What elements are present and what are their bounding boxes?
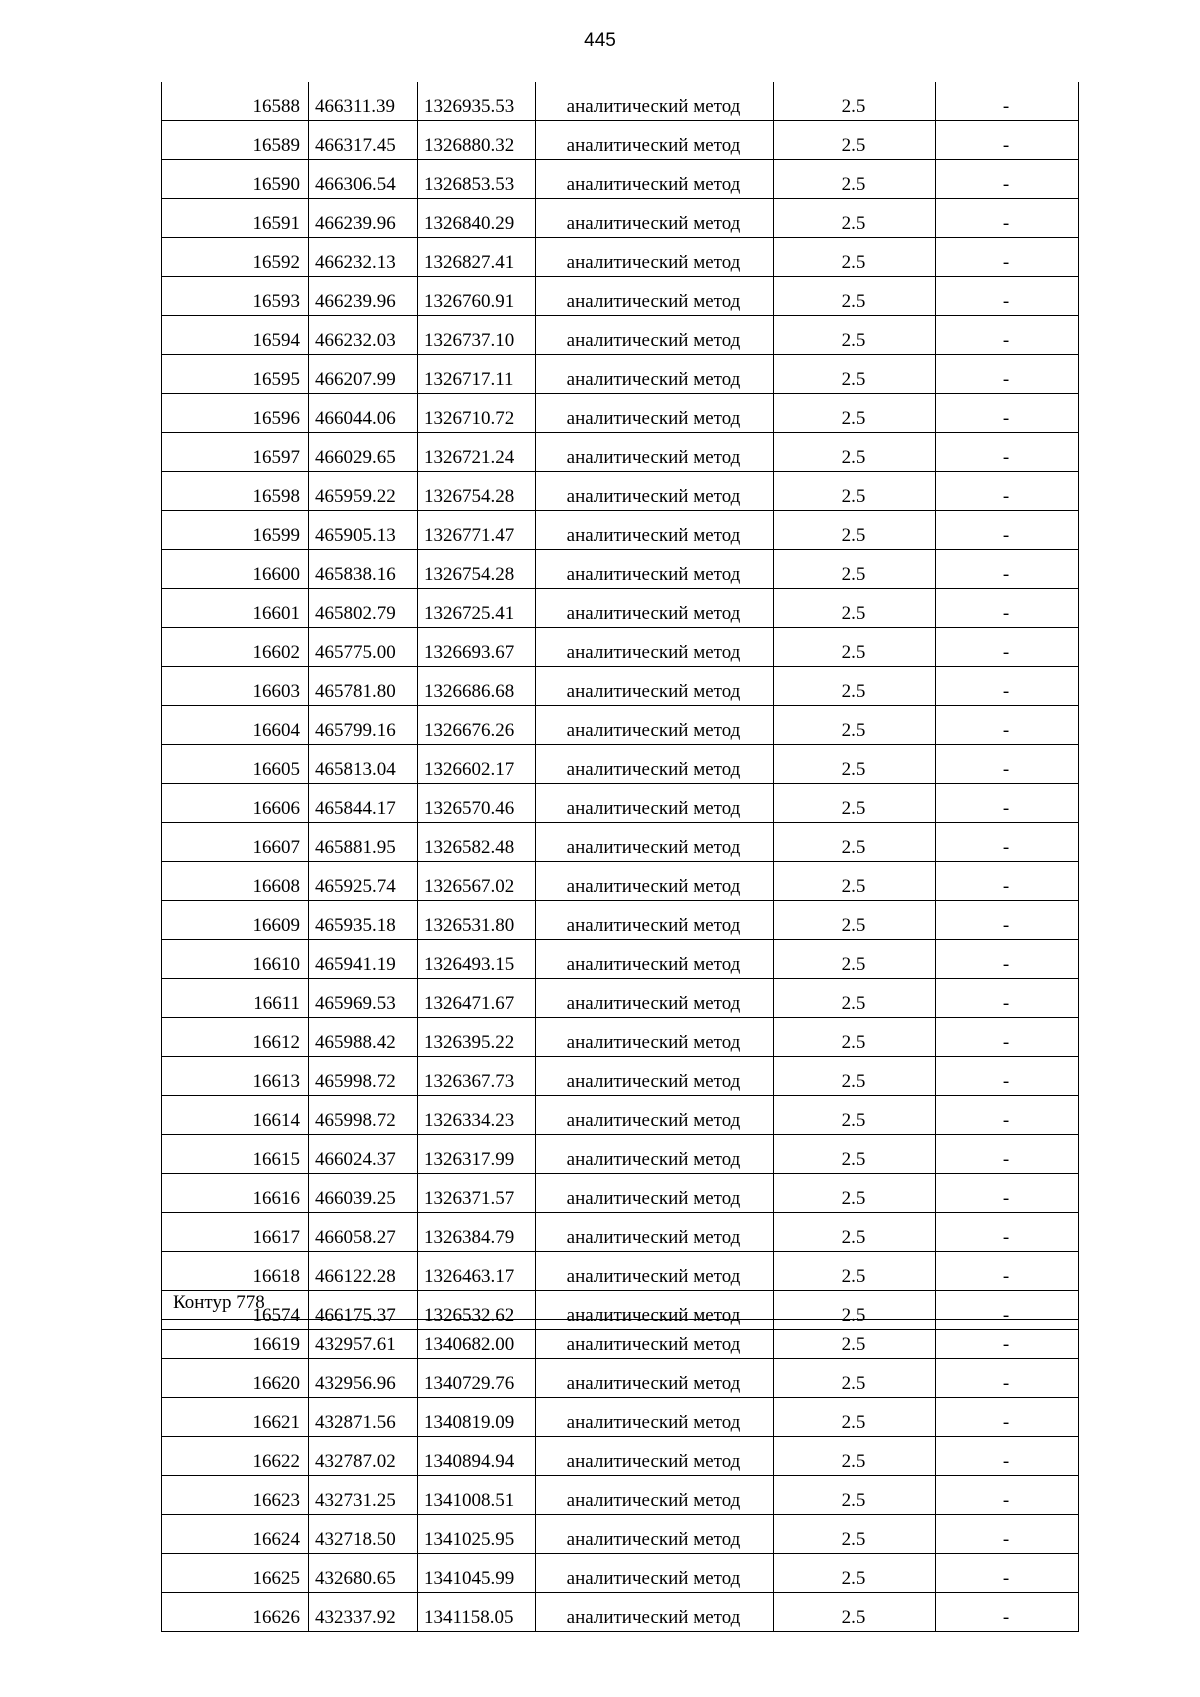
error-cell: 2.5 [774, 1593, 936, 1632]
table-row [162, 1018, 1079, 1057]
error-cell: 2.5 [774, 199, 936, 238]
method-cell: аналитический метод [536, 1291, 774, 1330]
method-cell: аналитический метод [536, 823, 774, 862]
table-row [162, 1213, 1079, 1252]
x-coordinate-cell: 465998.72 [309, 1057, 418, 1096]
method-cell: аналитический метод [536, 784, 774, 823]
method-cell: аналитический метод [536, 316, 774, 355]
method-cell: аналитический метод [536, 1320, 774, 1359]
point-number-cell: 16623 [162, 1476, 309, 1515]
table-row [162, 1515, 1079, 1554]
table-row [162, 199, 1079, 238]
note-cell: - [936, 1135, 1079, 1174]
method-cell: аналитический метод [536, 160, 774, 199]
method-cell: аналитический метод [536, 589, 774, 628]
error-cell: 2.5 [774, 355, 936, 394]
note-cell: - [936, 823, 1079, 862]
note-cell: - [936, 1554, 1079, 1593]
table-row [162, 472, 1079, 511]
method-cell: аналитический метод [536, 238, 774, 277]
y-coordinate-cell: 1326395.22 [418, 1018, 536, 1057]
point-number-cell: 16594 [162, 316, 309, 355]
table-row [162, 1135, 1079, 1174]
y-coordinate-cell: 1326567.02 [418, 862, 536, 901]
table-row [162, 823, 1079, 862]
point-number-cell: 16590 [162, 160, 309, 199]
x-coordinate-cell: 466024.37 [309, 1135, 418, 1174]
error-cell: 2.5 [774, 940, 936, 979]
point-number-cell: 16600 [162, 550, 309, 589]
y-coordinate-cell: 1326676.26 [418, 706, 536, 745]
y-coordinate-cell: 1326754.28 [418, 550, 536, 589]
y-coordinate-cell: 1326754.28 [418, 472, 536, 511]
x-coordinate-cell: 432787.02 [309, 1437, 418, 1476]
y-coordinate-cell: 1326880.32 [418, 121, 536, 160]
point-number-cell: 16607 [162, 823, 309, 862]
note-cell: - [936, 1174, 1079, 1213]
error-cell: 2.5 [774, 706, 936, 745]
error-cell: 2.5 [774, 82, 936, 121]
table-row [162, 628, 1079, 667]
note-cell: - [936, 121, 1079, 160]
method-cell: аналитический метод [536, 1437, 774, 1476]
note-cell: - [936, 862, 1079, 901]
x-coordinate-cell: 432956.96 [309, 1359, 418, 1398]
y-coordinate-cell: 1326371.57 [418, 1174, 536, 1213]
point-number-cell: 16619 [162, 1320, 309, 1359]
y-coordinate-cell: 1340682.00 [418, 1320, 536, 1359]
method-cell: аналитический метод [536, 1359, 774, 1398]
coordinates-table [161, 82, 1079, 1330]
point-number-cell: 16593 [162, 277, 309, 316]
x-coordinate-cell: 466311.39 [309, 82, 418, 121]
note-cell: - [936, 706, 1079, 745]
point-number-cell: 16605 [162, 745, 309, 784]
point-number-cell: 16599 [162, 511, 309, 550]
note-cell: - [936, 199, 1079, 238]
method-cell: аналитический метод [536, 82, 774, 121]
table-row [162, 1096, 1079, 1135]
method-cell: аналитический метод [536, 1213, 774, 1252]
y-coordinate-cell: 1326602.17 [418, 745, 536, 784]
point-number-cell: 16606 [162, 784, 309, 823]
method-cell: аналитический метод [536, 1515, 774, 1554]
method-cell: аналитический метод [536, 199, 774, 238]
point-number-cell: 16604 [162, 706, 309, 745]
y-coordinate-cell: 1326317.99 [418, 1135, 536, 1174]
x-coordinate-cell: 432718.50 [309, 1515, 418, 1554]
x-coordinate-cell: 465881.95 [309, 823, 418, 862]
method-cell: аналитический метод [536, 979, 774, 1018]
error-cell: 2.5 [774, 1398, 936, 1437]
error-cell: 2.5 [774, 238, 936, 277]
y-coordinate-cell: 1326935.53 [418, 82, 536, 121]
note-cell: - [936, 901, 1079, 940]
y-coordinate-cell: 1326737.10 [418, 316, 536, 355]
y-coordinate-cell: 1341045.99 [418, 1554, 536, 1593]
x-coordinate-cell: 465998.72 [309, 1096, 418, 1135]
x-coordinate-cell: 465988.42 [309, 1018, 418, 1057]
point-number-cell: 16592 [162, 238, 309, 277]
table-row [162, 1057, 1079, 1096]
table-row [162, 550, 1079, 589]
table-row [162, 160, 1079, 199]
point-number-cell: 16624 [162, 1515, 309, 1554]
note-cell: - [936, 1291, 1079, 1330]
table-row [162, 745, 1079, 784]
table-row [162, 1359, 1079, 1398]
error-cell: 2.5 [774, 1320, 936, 1359]
error-cell: 2.5 [774, 823, 936, 862]
point-number-cell: 16591 [162, 199, 309, 238]
y-coordinate-cell: 1340894.94 [418, 1437, 536, 1476]
note-cell: - [936, 1057, 1079, 1096]
x-coordinate-cell: 466029.65 [309, 433, 418, 472]
x-coordinate-cell: 465838.16 [309, 550, 418, 589]
method-cell: аналитический метод [536, 1057, 774, 1096]
point-number-cell: 16589 [162, 121, 309, 160]
y-coordinate-cell: 1326827.41 [418, 238, 536, 277]
y-coordinate-cell: 1326463.17 [418, 1252, 536, 1291]
x-coordinate-cell: 465844.17 [309, 784, 418, 823]
error-cell: 2.5 [774, 1291, 936, 1330]
point-number-cell: 16618 [162, 1252, 309, 1291]
x-coordinate-cell: 432871.56 [309, 1398, 418, 1437]
table-row [162, 589, 1079, 628]
note-cell: - [936, 628, 1079, 667]
note-cell: - [936, 433, 1079, 472]
error-cell: 2.5 [774, 979, 936, 1018]
table-row [162, 394, 1079, 433]
point-number-cell: 16603 [162, 667, 309, 706]
note-cell: - [936, 1359, 1079, 1398]
note-cell: - [936, 277, 1079, 316]
x-coordinate-cell: 466317.45 [309, 121, 418, 160]
x-coordinate-cell: 465959.22 [309, 472, 418, 511]
method-cell: аналитический метод [536, 706, 774, 745]
table-row [162, 238, 1079, 277]
x-coordinate-cell: 465925.74 [309, 862, 418, 901]
method-cell: аналитический метод [536, 745, 774, 784]
y-coordinate-cell: 1326853.53 [418, 160, 536, 199]
y-coordinate-cell: 1326532.62 [418, 1291, 536, 1330]
point-number-cell: 16602 [162, 628, 309, 667]
note-cell: - [936, 238, 1079, 277]
note-cell: - [936, 940, 1079, 979]
contour-label: Контур 778 [173, 1292, 265, 1313]
x-coordinate-cell: 465781.80 [309, 667, 418, 706]
error-cell: 2.5 [774, 277, 936, 316]
note-cell: - [936, 1096, 1079, 1135]
x-coordinate-cell: 466239.96 [309, 277, 418, 316]
method-cell: аналитический метод [536, 1593, 774, 1632]
y-coordinate-cell: 1326717.11 [418, 355, 536, 394]
y-coordinate-cell: 1341025.95 [418, 1515, 536, 1554]
point-number-cell: 16597 [162, 433, 309, 472]
x-coordinate-cell: 466232.03 [309, 316, 418, 355]
method-cell: аналитический метод [536, 1096, 774, 1135]
method-cell: аналитический метод [536, 667, 774, 706]
y-coordinate-cell: 1341008.51 [418, 1476, 536, 1515]
error-cell: 2.5 [774, 121, 936, 160]
y-coordinate-cell: 1326725.41 [418, 589, 536, 628]
method-cell: аналитический метод [536, 940, 774, 979]
x-coordinate-cell: 465969.53 [309, 979, 418, 1018]
method-cell: аналитический метод [536, 550, 774, 589]
note-cell: - [936, 1515, 1079, 1554]
x-coordinate-cell: 466306.54 [309, 160, 418, 199]
error-cell: 2.5 [774, 745, 936, 784]
x-coordinate-cell: 465935.18 [309, 901, 418, 940]
error-cell: 2.5 [774, 1359, 936, 1398]
x-coordinate-cell: 432337.92 [309, 1593, 418, 1632]
table-row [162, 316, 1079, 355]
point-number-cell: 16610 [162, 940, 309, 979]
method-cell: аналитический метод [536, 1554, 774, 1593]
error-cell: 2.5 [774, 394, 936, 433]
table-row [162, 82, 1079, 121]
method-cell: аналитический метод [536, 355, 774, 394]
table-row [162, 1437, 1079, 1476]
error-cell: 2.5 [774, 511, 936, 550]
error-cell: 2.5 [774, 1018, 936, 1057]
table-row [162, 1476, 1079, 1515]
table-row [162, 1554, 1079, 1593]
error-cell: 2.5 [774, 1213, 936, 1252]
y-coordinate-cell: 1326582.48 [418, 823, 536, 862]
error-cell: 2.5 [774, 1476, 936, 1515]
coordinates-table-contour-778 [161, 1319, 1079, 1632]
table-row [162, 784, 1079, 823]
note-cell: - [936, 160, 1079, 199]
point-number-cell: 16612 [162, 1018, 309, 1057]
error-cell: 2.5 [774, 160, 936, 199]
table-row [162, 862, 1079, 901]
y-coordinate-cell: 1326493.15 [418, 940, 536, 979]
point-number-cell: 16601 [162, 589, 309, 628]
error-cell: 2.5 [774, 862, 936, 901]
table-row [162, 940, 1079, 979]
point-number-cell: 16595 [162, 355, 309, 394]
error-cell: 2.5 [774, 901, 936, 940]
error-cell: 2.5 [774, 628, 936, 667]
error-cell: 2.5 [774, 433, 936, 472]
point-number-cell: 16620 [162, 1359, 309, 1398]
error-cell: 2.5 [774, 1554, 936, 1593]
y-coordinate-cell: 1326471.67 [418, 979, 536, 1018]
x-coordinate-cell: 465799.16 [309, 706, 418, 745]
note-cell: - [936, 667, 1079, 706]
note-cell: - [936, 1018, 1079, 1057]
table-row [162, 121, 1079, 160]
method-cell: аналитический метод [536, 1018, 774, 1057]
x-coordinate-cell: 466207.99 [309, 355, 418, 394]
table-row [162, 277, 1079, 316]
method-cell: аналитический метод [536, 472, 774, 511]
point-number-cell: 16614 [162, 1096, 309, 1135]
point-number-cell: 16625 [162, 1554, 309, 1593]
point-number-cell: 16609 [162, 901, 309, 940]
point-number-cell: 16574 [162, 1291, 309, 1330]
table-row [162, 355, 1079, 394]
note-cell: - [936, 316, 1079, 355]
method-cell: аналитический метод [536, 121, 774, 160]
x-coordinate-cell: 466122.28 [309, 1252, 418, 1291]
point-number-cell: 16616 [162, 1174, 309, 1213]
method-cell: аналитический метод [536, 628, 774, 667]
table-row [162, 979, 1079, 1018]
note-cell: - [936, 1593, 1079, 1632]
method-cell: аналитический метод [536, 277, 774, 316]
table-row [162, 706, 1079, 745]
error-cell: 2.5 [774, 1135, 936, 1174]
error-cell: 2.5 [774, 589, 936, 628]
note-cell: - [936, 1213, 1079, 1252]
point-number-cell: 16613 [162, 1057, 309, 1096]
table-row [162, 433, 1079, 472]
note-cell: - [936, 589, 1079, 628]
table-row [162, 1398, 1079, 1437]
table-row [162, 1252, 1079, 1291]
error-cell: 2.5 [774, 667, 936, 706]
point-number-cell: 16608 [162, 862, 309, 901]
point-number-cell: 16626 [162, 1593, 309, 1632]
error-cell: 2.5 [774, 1437, 936, 1476]
point-number-cell: 16588 [162, 82, 309, 121]
note-cell: - [936, 745, 1079, 784]
y-coordinate-cell: 1326840.29 [418, 199, 536, 238]
y-coordinate-cell: 1326721.24 [418, 433, 536, 472]
error-cell: 2.5 [774, 1174, 936, 1213]
table-row [162, 1593, 1079, 1632]
note-cell: - [936, 1252, 1079, 1291]
x-coordinate-cell: 466232.13 [309, 238, 418, 277]
point-number-cell: 16596 [162, 394, 309, 433]
error-cell: 2.5 [774, 1096, 936, 1135]
x-coordinate-cell: 432957.61 [309, 1320, 418, 1359]
note-cell: - [936, 979, 1079, 1018]
point-number-cell: 16611 [162, 979, 309, 1018]
y-coordinate-cell: 1326384.79 [418, 1213, 536, 1252]
method-cell: аналитический метод [536, 1476, 774, 1515]
point-number-cell: 16621 [162, 1398, 309, 1437]
page-number: 445 [584, 30, 616, 51]
x-coordinate-cell: 466175.37 [309, 1291, 418, 1330]
y-coordinate-cell: 1326693.67 [418, 628, 536, 667]
y-coordinate-cell: 1340729.76 [418, 1359, 536, 1398]
x-coordinate-cell: 466239.96 [309, 199, 418, 238]
x-coordinate-cell: 432680.65 [309, 1554, 418, 1593]
y-coordinate-cell: 1326531.80 [418, 901, 536, 940]
x-coordinate-cell: 465905.13 [309, 511, 418, 550]
method-cell: аналитический метод [536, 862, 774, 901]
point-number-cell: 16622 [162, 1437, 309, 1476]
y-coordinate-cell: 1326686.68 [418, 667, 536, 706]
error-cell: 2.5 [774, 316, 936, 355]
error-cell: 2.5 [774, 1057, 936, 1096]
x-coordinate-cell: 466044.06 [309, 394, 418, 433]
note-cell: - [936, 1437, 1079, 1476]
method-cell: аналитический метод [536, 1174, 774, 1213]
x-coordinate-cell: 465775.00 [309, 628, 418, 667]
y-coordinate-cell: 1326367.73 [418, 1057, 536, 1096]
method-cell: аналитический метод [536, 1398, 774, 1437]
error-cell: 2.5 [774, 1515, 936, 1554]
y-coordinate-cell: 1326771.47 [418, 511, 536, 550]
table-row [162, 1174, 1079, 1213]
table-row [162, 667, 1079, 706]
note-cell: - [936, 511, 1079, 550]
y-coordinate-cell: 1341158.05 [418, 1593, 536, 1632]
error-cell: 2.5 [774, 1252, 936, 1291]
note-cell: - [936, 82, 1079, 121]
point-number-cell: 16598 [162, 472, 309, 511]
point-number-cell: 16617 [162, 1213, 309, 1252]
method-cell: аналитический метод [536, 433, 774, 472]
note-cell: - [936, 394, 1079, 433]
x-coordinate-cell: 466058.27 [309, 1213, 418, 1252]
error-cell: 2.5 [774, 550, 936, 589]
y-coordinate-cell: 1326570.46 [418, 784, 536, 823]
method-cell: аналитический метод [536, 511, 774, 550]
error-cell: 2.5 [774, 784, 936, 823]
note-cell: - [936, 1476, 1079, 1515]
table-row [162, 511, 1079, 550]
x-coordinate-cell: 466039.25 [309, 1174, 418, 1213]
method-cell: аналитический метод [536, 394, 774, 433]
note-cell: - [936, 472, 1079, 511]
x-coordinate-cell: 465941.19 [309, 940, 418, 979]
method-cell: аналитический метод [536, 1135, 774, 1174]
error-cell: 2.5 [774, 472, 936, 511]
note-cell: - [936, 355, 1079, 394]
y-coordinate-cell: 1326334.23 [418, 1096, 536, 1135]
note-cell: - [936, 784, 1079, 823]
note-cell: - [936, 550, 1079, 589]
y-coordinate-cell: 1326710.72 [418, 394, 536, 433]
table-row [162, 901, 1079, 940]
x-coordinate-cell: 465813.04 [309, 745, 418, 784]
x-coordinate-cell: 432731.25 [309, 1476, 418, 1515]
method-cell: аналитический метод [536, 901, 774, 940]
table-row [162, 1320, 1079, 1359]
note-cell: - [936, 1398, 1079, 1437]
x-coordinate-cell: 465802.79 [309, 589, 418, 628]
method-cell: аналитический метод [536, 1252, 774, 1291]
point-number-cell: 16615 [162, 1135, 309, 1174]
note-cell: - [936, 1320, 1079, 1359]
y-coordinate-cell: 1340819.09 [418, 1398, 536, 1437]
y-coordinate-cell: 1326760.91 [418, 277, 536, 316]
